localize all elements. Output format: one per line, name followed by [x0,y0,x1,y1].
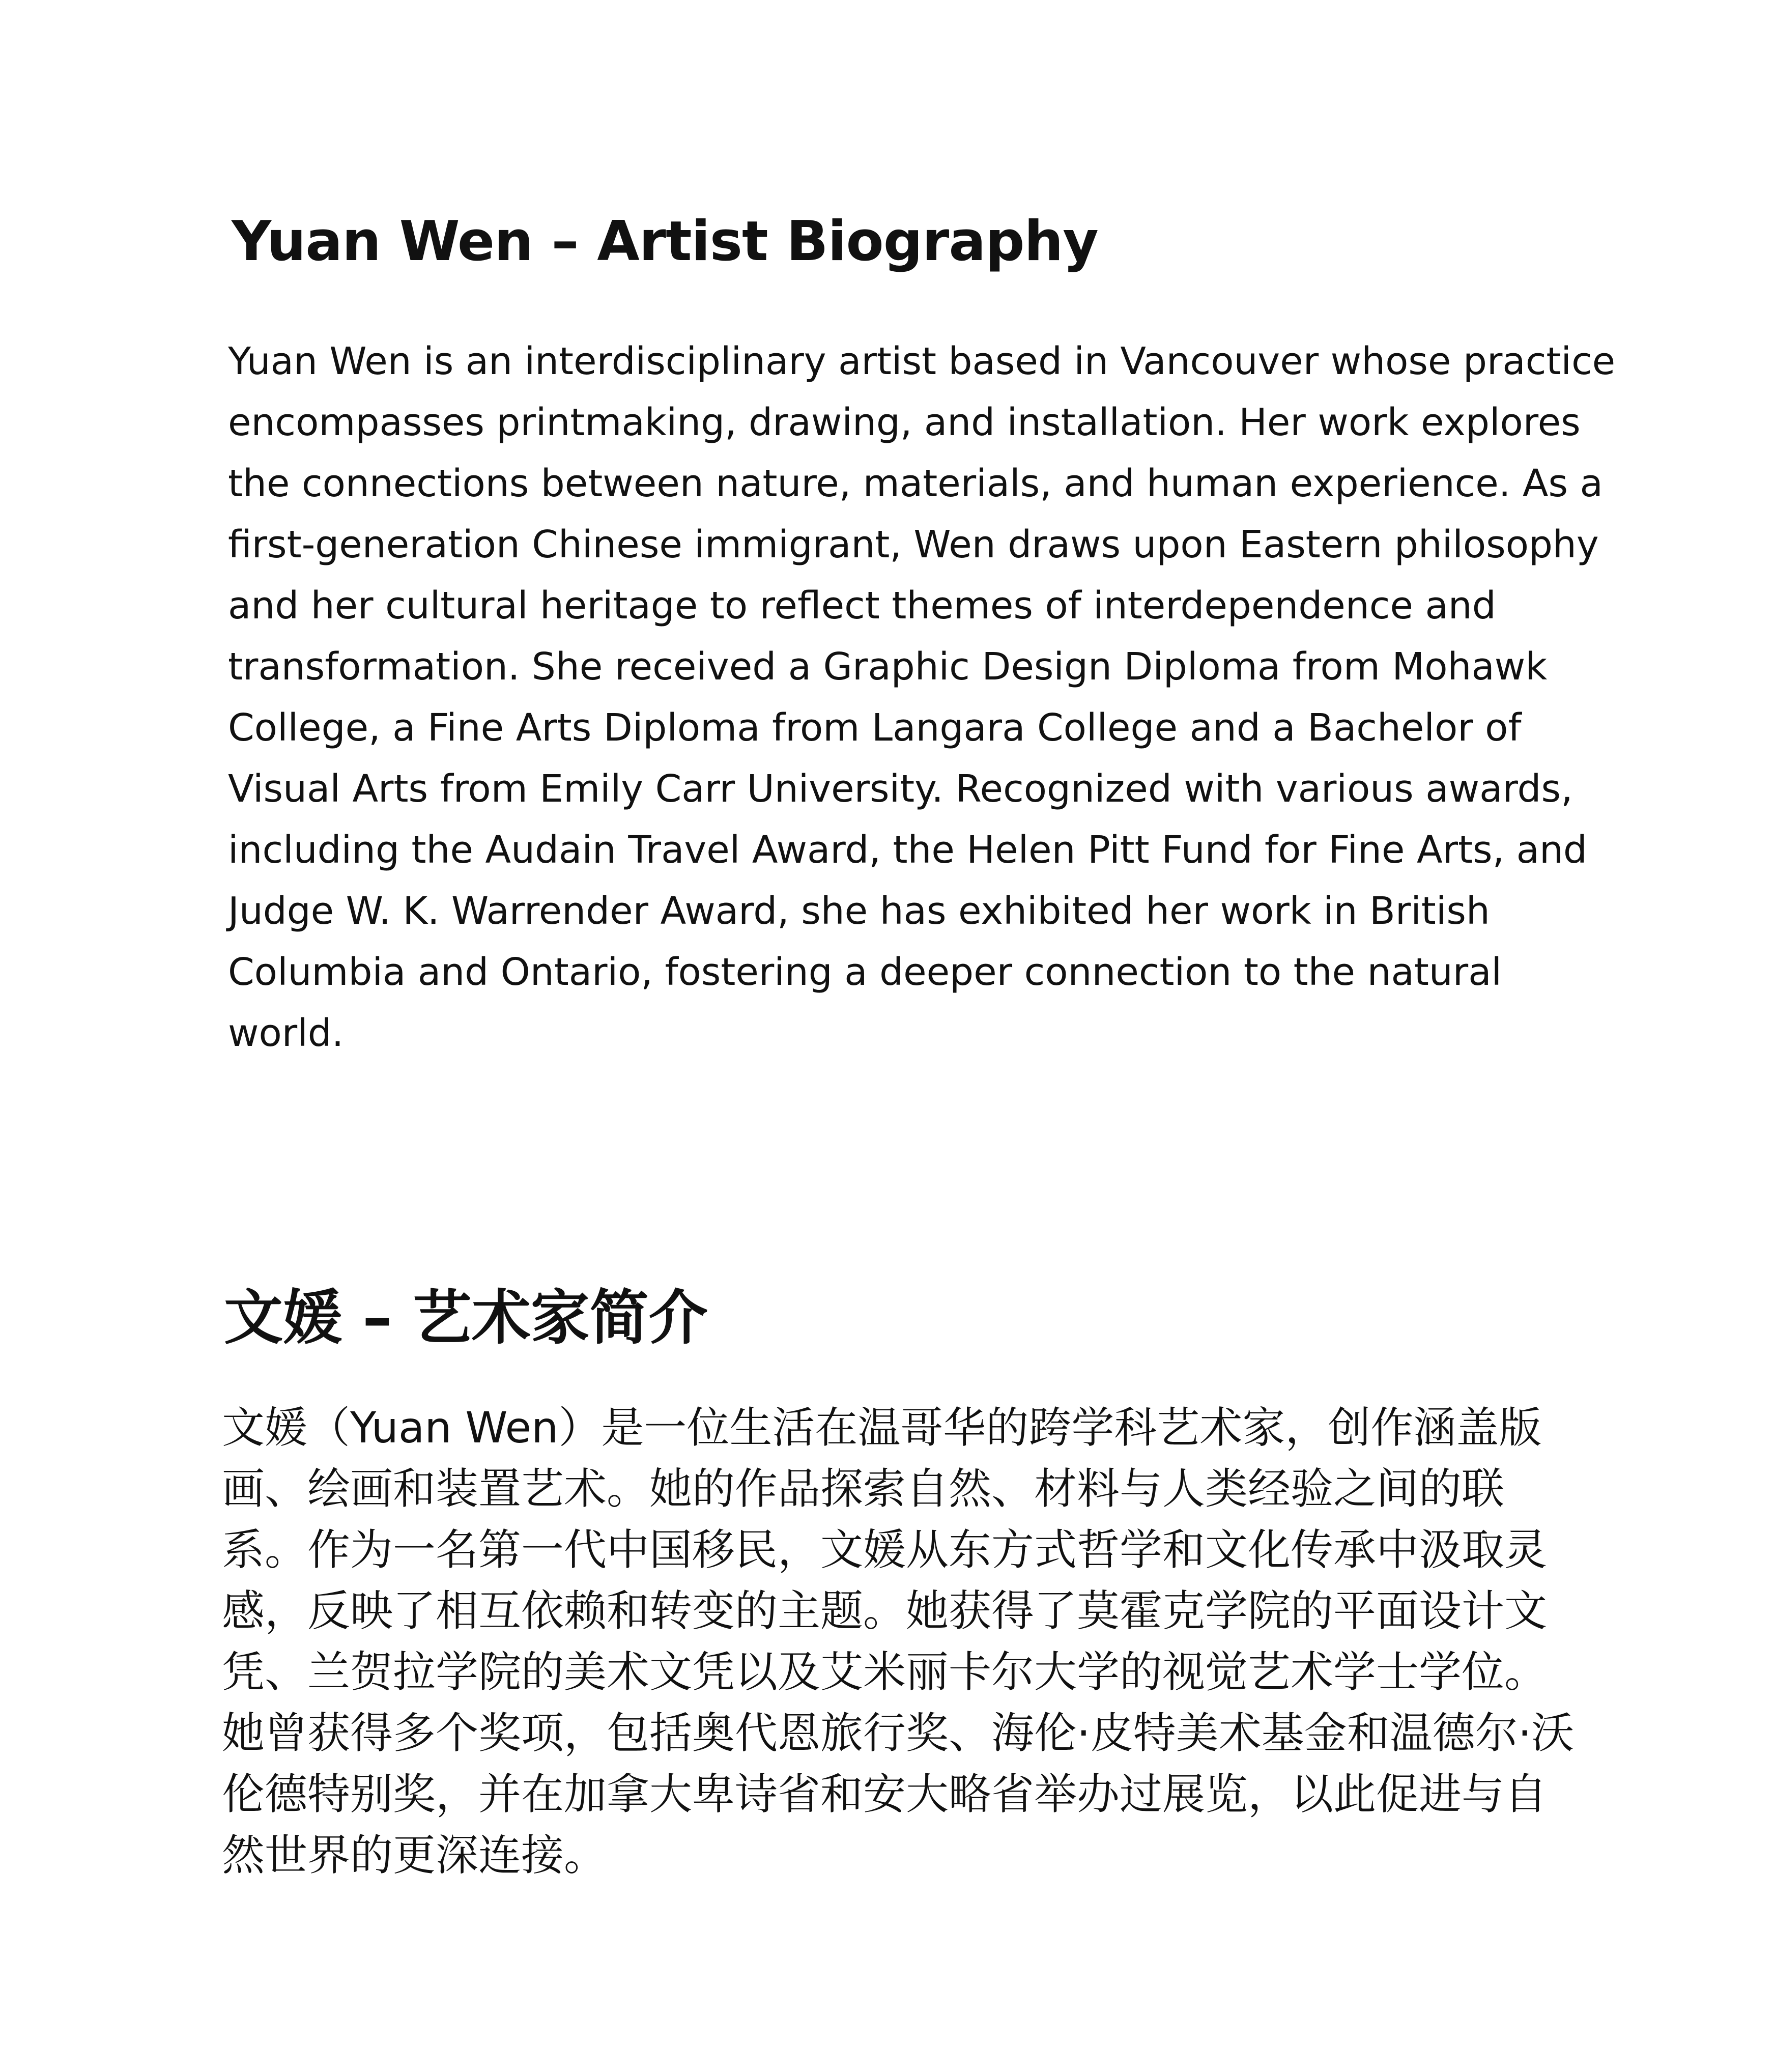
chinese-bio-line: 感，反映了相互依赖和转变的主题。她获得了莫霍克学院的平面设计文 [222,1586,1548,1636]
english-bio-line: world. [228,1011,344,1055]
chinese-bio-line: 然世界的更深连接。 [222,1830,607,1880]
english-bio-line: Visual Arts from Emily Carr University. Recognized with various awards, [228,767,1573,811]
chinese-bio-line: 系。作为一名第一代中国移民，文媛从东方式哲学和文化传承中汲取灵 [222,1525,1548,1575]
english-bio-line: Yuan Wen is an interdisciplinary artist based in Vancouver whose practice [228,339,1616,383]
english-title: Yuan Wen – Artist Biography [232,210,1098,273]
chinese-bio-line: 她曾获得多个奖项，包括奥代恩旅行奖、海伦·皮特美术基金和温德尔·沃 [222,1708,1575,1758]
chinese-bio-line: 文媛（Yuan Wen）是一位生活在温哥华的跨学科艺术家，创作涵盖版 [222,1403,1542,1453]
english-bio-line: College, a Fine Arts Diploma from Langara College and a Bachelor of [228,706,1522,750]
english-bio-line: and her cultural heritage to reflect themes of interdependence and [228,584,1496,628]
chinese-title: 文媛 – 艺术家简介 [224,1284,708,1352]
english-biography [228,331,1616,1064]
english-bio-line: Judge W. K. Warrender Award, she has exhibited her work in British [228,889,1490,933]
chinese-biography [222,1397,1575,1886]
english-bio-line: first-generation Chinese immigrant, Wen draws upon Eastern philosophy [228,523,1599,566]
english-bio-line: Columbia and Ontario, fostering a deeper connection to the natural [228,950,1502,994]
english-bio-line: including the Audain Travel Award, the Helen Pitt Fund for Fine Arts, and [228,828,1587,872]
chinese-bio-line: 画、绘画和装置艺术。她的作品探索自然、材料与人类经验之间的联 [222,1464,1505,1514]
english-bio-line: encompasses printmaking, drawing, and installation. Her work explores [228,401,1581,444]
chinese-bio-line: 凭、兰贺拉学院的美术文凭以及艾米丽卡尔大学的视觉艺术学士学位。 [222,1647,1548,1697]
chinese-bio-line: 伦德特别奖，并在加拿大卑诗省和安大略省举办过展览，以此促进与自 [222,1769,1548,1819]
english-bio-line: the connections between nature, materials, and human experience. As a [228,462,1603,505]
english-bio-line: transformation. She received a Graphic Design Diploma from Mohawk [228,645,1548,689]
